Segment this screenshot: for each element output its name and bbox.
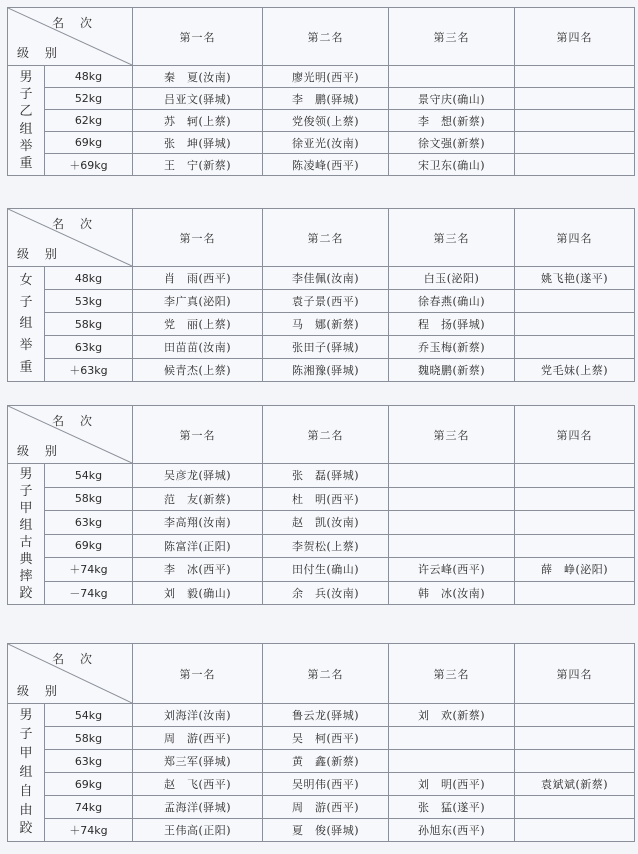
- table-row: [8, 819, 635, 842]
- category-char: 乙: [19, 104, 33, 120]
- place-4-cell: 党毛妹(上蔡): [515, 359, 635, 382]
- header-row: [8, 8, 635, 66]
- column-header-place-3: 第三名: [389, 209, 515, 267]
- table-row: [8, 267, 635, 290]
- category-char: 自: [19, 783, 33, 799]
- place-1-cell: 刘海洋(汝南): [133, 704, 263, 727]
- table-row: [8, 704, 635, 727]
- place-3-cell: [389, 487, 515, 511]
- class-header-label: 级 别: [17, 684, 63, 698]
- place-3-cell: 韩 冰(汝南): [389, 581, 515, 605]
- place-4-cell: [515, 727, 635, 750]
- column-header-place-3: 第三名: [389, 644, 515, 704]
- place-2-cell: 廖光明(西平): [263, 66, 389, 88]
- category-char: 组: [19, 121, 33, 137]
- results-table-4: [7, 643, 635, 842]
- rank-header-label: 名 次: [52, 414, 98, 428]
- weight-class-cell: 69kg: [45, 534, 133, 558]
- place-2-cell: 党俊领(上蔡): [263, 110, 389, 132]
- column-header-place-2: 第二名: [263, 644, 389, 704]
- class-header-label: 级 别: [17, 46, 63, 60]
- column-header-place-4: 第四名: [515, 209, 635, 267]
- place-4-cell: [515, 88, 635, 110]
- place-1-cell: 陈富洋(正阳): [133, 534, 263, 558]
- category-char: 重: [19, 156, 33, 172]
- category-char: 组: [19, 764, 33, 780]
- place-2-cell: 杜 明(西平): [263, 487, 389, 511]
- category-char: 古: [19, 534, 33, 550]
- place-3-cell: 孙旭东(西平): [389, 819, 515, 842]
- place-3-cell: 张 猛(遂平): [389, 796, 515, 819]
- table-row: [8, 313, 635, 336]
- header-row: [8, 209, 635, 267]
- column-header-place-1: 第一名: [133, 209, 263, 267]
- place-1-cell: 王 宁(新蔡): [133, 154, 263, 176]
- place-1-cell: 范 友(新蔡): [133, 487, 263, 511]
- place-4-cell: [515, 581, 635, 605]
- corner-header-cell: [8, 8, 133, 66]
- results-table-2: [7, 208, 635, 382]
- place-4-cell: 姚飞艳(遂平): [515, 267, 635, 290]
- category-char: 男: [19, 69, 33, 85]
- weight-class-cell: 62kg: [45, 110, 133, 132]
- place-1-cell: 刘 毅(确山): [133, 581, 263, 605]
- column-header-place-4: 第四名: [515, 644, 635, 704]
- category-label: [8, 267, 45, 382]
- place-2-cell: 马 娜(新蔡): [263, 313, 389, 336]
- table-row: [8, 727, 635, 750]
- weight-class-cell: 48kg: [45, 267, 133, 290]
- column-header-place-1: 第一名: [133, 644, 263, 704]
- place-1-cell: 田苗苗(汝南): [133, 336, 263, 359]
- place-4-cell: [515, 796, 635, 819]
- weight-class-cell: 54kg: [45, 704, 133, 727]
- weight-class-cell: 69kg: [45, 132, 133, 154]
- weight-class-cell: 58kg: [45, 487, 133, 511]
- column-header-place-2: 第二名: [263, 209, 389, 267]
- place-4-cell: [515, 154, 635, 176]
- place-2-cell: 李贺松(上蔡): [263, 534, 389, 558]
- table-row: [8, 796, 635, 819]
- place-2-cell: 李 鹏(驿城): [263, 88, 389, 110]
- place-1-cell: 张 坤(驿城): [133, 132, 263, 154]
- place-4-cell: [515, 110, 635, 132]
- place-1-cell: 苏 轲(上蔡): [133, 110, 263, 132]
- header-row: [8, 644, 635, 704]
- table-row: [8, 290, 635, 313]
- place-4-cell: 袁斌斌(新蔡): [515, 773, 635, 796]
- place-2-cell: 陈湘豫(驿城): [263, 359, 389, 382]
- category-char: 男: [19, 708, 33, 724]
- place-4-cell: [515, 819, 635, 842]
- category-char: 甲: [19, 746, 33, 762]
- category-char: 组: [19, 316, 33, 332]
- place-4-cell: [515, 132, 635, 154]
- place-1-cell: 李高翔(汝南): [133, 511, 263, 535]
- place-3-cell: 徐春燕(确山): [389, 290, 515, 313]
- category-char: 跤: [19, 585, 33, 601]
- category-char: 子: [19, 727, 33, 743]
- place-2-cell: 张 磊(驿城): [263, 464, 389, 488]
- weight-class-cell: ＋69kg: [45, 154, 133, 176]
- weight-class-cell: 52kg: [45, 88, 133, 110]
- place-1-cell: 李 冰(西平): [133, 558, 263, 582]
- table-row: [8, 750, 635, 773]
- corner-header-cell: [8, 644, 133, 704]
- place-1-cell: 李广真(泌阳): [133, 290, 263, 313]
- place-4-cell: [515, 511, 635, 535]
- class-header-label: 级 别: [17, 247, 63, 261]
- weight-class-cell: 63kg: [45, 511, 133, 535]
- place-2-cell: 吴 柯(西平): [263, 727, 389, 750]
- table-row: [8, 581, 635, 605]
- place-2-cell: 陈凌峰(西平): [263, 154, 389, 176]
- place-1-cell: 王伟高(正阳): [133, 819, 263, 842]
- corner-header-cell: [8, 406, 133, 464]
- place-3-cell: 徐文强(新蔡): [389, 132, 515, 154]
- table-row: [8, 88, 635, 110]
- place-4-cell: [515, 487, 635, 511]
- column-header-place-3: 第三名: [389, 406, 515, 464]
- column-header-place-4: 第四名: [515, 8, 635, 66]
- place-2-cell: 夏 俊(驿城): [263, 819, 389, 842]
- place-2-cell: 吴明伟(西平): [263, 773, 389, 796]
- place-2-cell: 赵 凯(汝南): [263, 511, 389, 535]
- place-3-cell: 白玉(泌阳): [389, 267, 515, 290]
- place-2-cell: 李佳佩(汝南): [263, 267, 389, 290]
- weight-class-cell: 48kg: [45, 66, 133, 88]
- place-3-cell: [389, 534, 515, 558]
- place-4-cell: [515, 750, 635, 773]
- weight-class-cell: 54kg: [45, 464, 133, 488]
- place-1-cell: 候青杰(上蔡): [133, 359, 263, 382]
- corner-header-cell: [8, 209, 133, 267]
- table-row: [8, 132, 635, 154]
- column-header-place-3: 第三名: [389, 8, 515, 66]
- place-3-cell: 魏晓鹏(新蔡): [389, 359, 515, 382]
- category-char: 典: [19, 551, 33, 567]
- category-char: 子: [19, 86, 33, 102]
- category-char: 组: [19, 518, 33, 534]
- weight-class-cell: ＋74kg: [45, 819, 133, 842]
- place-4-cell: [515, 336, 635, 359]
- category-char: 摔: [19, 568, 33, 584]
- category-label: [8, 464, 45, 605]
- rank-header-label: 名 次: [52, 16, 98, 30]
- category-char: 子: [19, 294, 33, 310]
- place-4-cell: [515, 534, 635, 558]
- place-3-cell: 刘 明(西平): [389, 773, 515, 796]
- place-3-cell: 乔玉梅(新蔡): [389, 336, 515, 359]
- place-3-cell: 宋卫东(确山): [389, 154, 515, 176]
- place-4-cell: [515, 66, 635, 88]
- class-header-label: 级 别: [17, 444, 63, 458]
- category-char: 由: [19, 802, 33, 818]
- place-4-cell: 薛 峥(泌阳): [515, 558, 635, 582]
- place-1-cell: 孟海洋(驿城): [133, 796, 263, 819]
- place-3-cell: [389, 66, 515, 88]
- category-char: 跤: [19, 821, 33, 837]
- header-row: [8, 406, 635, 464]
- place-3-cell: 刘 欢(新蔡): [389, 704, 515, 727]
- rank-header-label: 名 次: [52, 217, 98, 231]
- place-2-cell: 鲁云龙(驿城): [263, 704, 389, 727]
- category-char: 女: [19, 272, 33, 288]
- weight-class-cell: 53kg: [45, 290, 133, 313]
- rank-header-label: 名 次: [52, 652, 98, 666]
- category-char: 重: [19, 360, 33, 376]
- place-2-cell: 周 游(西平): [263, 796, 389, 819]
- place-2-cell: 田付生(确山): [263, 558, 389, 582]
- column-header-place-1: 第一名: [133, 8, 263, 66]
- place-1-cell: 秦 夏(汝南): [133, 66, 263, 88]
- weight-class-cell: 69kg: [45, 773, 133, 796]
- place-2-cell: 余 兵(汝南): [263, 581, 389, 605]
- table-row: [8, 511, 635, 535]
- category-char: 男: [19, 467, 33, 483]
- weight-class-cell: 58kg: [45, 727, 133, 750]
- weight-class-cell: 63kg: [45, 750, 133, 773]
- table-row: [8, 336, 635, 359]
- category-label: [8, 704, 45, 842]
- place-3-cell: 李 想(新蔡): [389, 110, 515, 132]
- place-1-cell: 肖 雨(西平): [133, 267, 263, 290]
- place-3-cell: [389, 464, 515, 488]
- place-4-cell: [515, 313, 635, 336]
- place-2-cell: 袁子景(西平): [263, 290, 389, 313]
- place-4-cell: [515, 704, 635, 727]
- results-table-1: [7, 7, 635, 176]
- place-1-cell: 吴彦龙(驿城): [133, 464, 263, 488]
- weight-class-cell: ＋63kg: [45, 359, 133, 382]
- table-row: [8, 359, 635, 382]
- results-table-3: [7, 405, 635, 605]
- table-row: [8, 464, 635, 488]
- place-3-cell: [389, 511, 515, 535]
- place-3-cell: [389, 750, 515, 773]
- category-char: 举: [19, 338, 33, 354]
- place-1-cell: 郑三军(驿城): [133, 750, 263, 773]
- table-row: [8, 558, 635, 582]
- category-char: 子: [19, 484, 33, 500]
- column-header-place-4: 第四名: [515, 406, 635, 464]
- column-header-place-2: 第二名: [263, 8, 389, 66]
- place-3-cell: 程 扬(驿城): [389, 313, 515, 336]
- place-1-cell: 吕亚文(驿城): [133, 88, 263, 110]
- place-1-cell: 周 游(西平): [133, 727, 263, 750]
- place-2-cell: 张田子(驿城): [263, 336, 389, 359]
- column-header-place-2: 第二名: [263, 406, 389, 464]
- place-1-cell: 赵 飞(西平): [133, 773, 263, 796]
- column-header-place-1: 第一名: [133, 406, 263, 464]
- place-2-cell: 黄 鑫(新蔡): [263, 750, 389, 773]
- table-row: [8, 773, 635, 796]
- place-2-cell: 徐亚光(汝南): [263, 132, 389, 154]
- place-4-cell: [515, 464, 635, 488]
- weight-class-cell: 63kg: [45, 336, 133, 359]
- table-row: [8, 154, 635, 176]
- weight-class-cell: 74kg: [45, 796, 133, 819]
- place-4-cell: [515, 290, 635, 313]
- place-3-cell: [389, 727, 515, 750]
- table-row: [8, 487, 635, 511]
- weight-class-cell: ＋74kg: [45, 558, 133, 582]
- category-char: 甲: [19, 501, 33, 517]
- table-row: [8, 110, 635, 132]
- place-3-cell: 景守庆(确山): [389, 88, 515, 110]
- weight-class-cell: －74kg: [45, 581, 133, 605]
- category-char: 举: [19, 138, 33, 154]
- table-row: [8, 66, 635, 88]
- place-3-cell: 许云峰(西平): [389, 558, 515, 582]
- category-label: [8, 66, 45, 176]
- place-1-cell: 党 丽(上蔡): [133, 313, 263, 336]
- weight-class-cell: 58kg: [45, 313, 133, 336]
- table-row: [8, 534, 635, 558]
